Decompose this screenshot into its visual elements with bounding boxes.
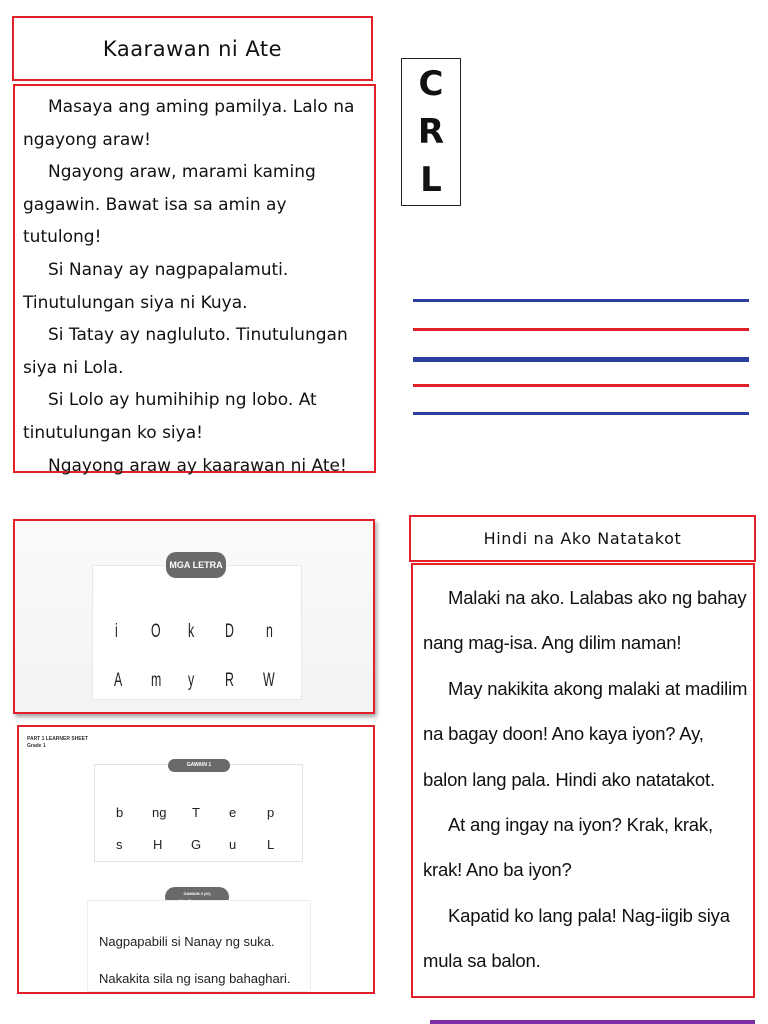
story1-line: siya ni Lola. bbox=[23, 357, 124, 378]
sheet-header: PART 1 LEARNER SHEET bbox=[27, 736, 89, 742]
writing-line-blue-top bbox=[413, 299, 749, 302]
story1-line: Tinutulungan siya ni Kuya. bbox=[23, 292, 248, 313]
letter: m bbox=[151, 670, 162, 691]
letter: R bbox=[225, 670, 234, 691]
letter: s bbox=[116, 837, 123, 852]
letter: k bbox=[188, 621, 195, 642]
letter: y bbox=[188, 670, 195, 691]
crl-box bbox=[401, 58, 461, 206]
story1-line: Masaya ang aming pamilya. Lalo na bbox=[48, 97, 355, 117]
story1-title: Kaarawan ni Ate bbox=[12, 16, 373, 81]
story1-line: ngayong araw! bbox=[23, 129, 151, 150]
story2-text bbox=[411, 563, 755, 998]
crl-letter: R bbox=[417, 112, 445, 152]
letter: i bbox=[115, 621, 118, 642]
learner-sheet bbox=[17, 725, 375, 994]
story1-line: Si Nanay ay nagpapalamuti. bbox=[48, 259, 289, 280]
letter: O bbox=[151, 621, 161, 642]
letter: b bbox=[116, 805, 124, 820]
story1-line: tinutulungan ko siya! bbox=[23, 422, 203, 443]
story2-line: krak! Ano ba iyon? bbox=[423, 859, 572, 881]
story1-text bbox=[13, 84, 376, 476]
letter: u bbox=[229, 837, 237, 852]
letter: ng bbox=[152, 805, 167, 820]
story1-line: gagawin. Bawat isa sa amin ay bbox=[23, 194, 287, 215]
letter: A bbox=[114, 670, 123, 691]
story2-title: Hindi na Ako Natatakot bbox=[409, 515, 756, 562]
story1-line: Ngayong araw, marami kaming bbox=[48, 162, 316, 183]
story2-line: May nakikita akong malaki at madilim bbox=[448, 677, 748, 699]
story2-line: At ang ingay na iyon? Krak, krak, bbox=[448, 814, 713, 836]
crl-letter: L bbox=[420, 160, 442, 200]
gawain1-card bbox=[94, 764, 303, 862]
writing-line-blue-bottom bbox=[413, 412, 749, 415]
letter: e bbox=[229, 805, 237, 820]
story1-line: Si Tatay ay nagluluto. Tinutulungan bbox=[48, 325, 348, 346]
letter: n bbox=[266, 621, 273, 642]
story2-line: na bagay doon! Ano kaya iyon? Ay, bbox=[423, 723, 704, 745]
letter: G bbox=[191, 837, 202, 852]
letter: H bbox=[153, 837, 163, 852]
letter: p bbox=[267, 805, 275, 820]
story2-line: mula sa balon. bbox=[423, 950, 541, 972]
story1-line: tutulong! bbox=[23, 227, 102, 248]
letter: T bbox=[192, 805, 200, 820]
story2-line: nang mag-isa. Ang dilim naman! bbox=[423, 632, 682, 654]
gawain2-title: GAWAIN 2 (IV) bbox=[183, 891, 211, 896]
letters-header: MGA LETRA bbox=[166, 552, 226, 578]
letter: W bbox=[263, 670, 275, 691]
writing-line-blue-mid bbox=[413, 357, 749, 362]
story2-line: Malaki na ako. Lalabas ako ng bahay bbox=[448, 587, 747, 608]
gawain1-header: GAWAIN 1 bbox=[168, 759, 230, 772]
story1-line: Ngayong araw ay kaarawan ni Ate! bbox=[48, 455, 347, 476]
sheet-sentence: Nagpapabili si Nanay ng suka. bbox=[99, 934, 275, 949]
sheet-sentence: Nakakita sila ng isang bahaghari. bbox=[99, 971, 291, 986]
story2-line: Kapatid ko lang pala! Nag-iigib siya bbox=[448, 904, 730, 926]
letters-panel bbox=[13, 519, 375, 714]
purple-divider bbox=[430, 1020, 755, 1024]
letter: L bbox=[267, 837, 275, 852]
story1-line: Si Lolo ay humihihip ng lobo. At bbox=[48, 390, 317, 411]
sheet-grade: Grade 1 bbox=[27, 743, 46, 749]
crl-letter: C bbox=[418, 64, 444, 104]
writing-line-red-lower bbox=[413, 384, 749, 387]
writing-line-red-upper bbox=[413, 328, 749, 331]
letter: D bbox=[225, 621, 234, 642]
story2-line: balon lang pala. Hindi ako natatakot. bbox=[423, 768, 715, 790]
